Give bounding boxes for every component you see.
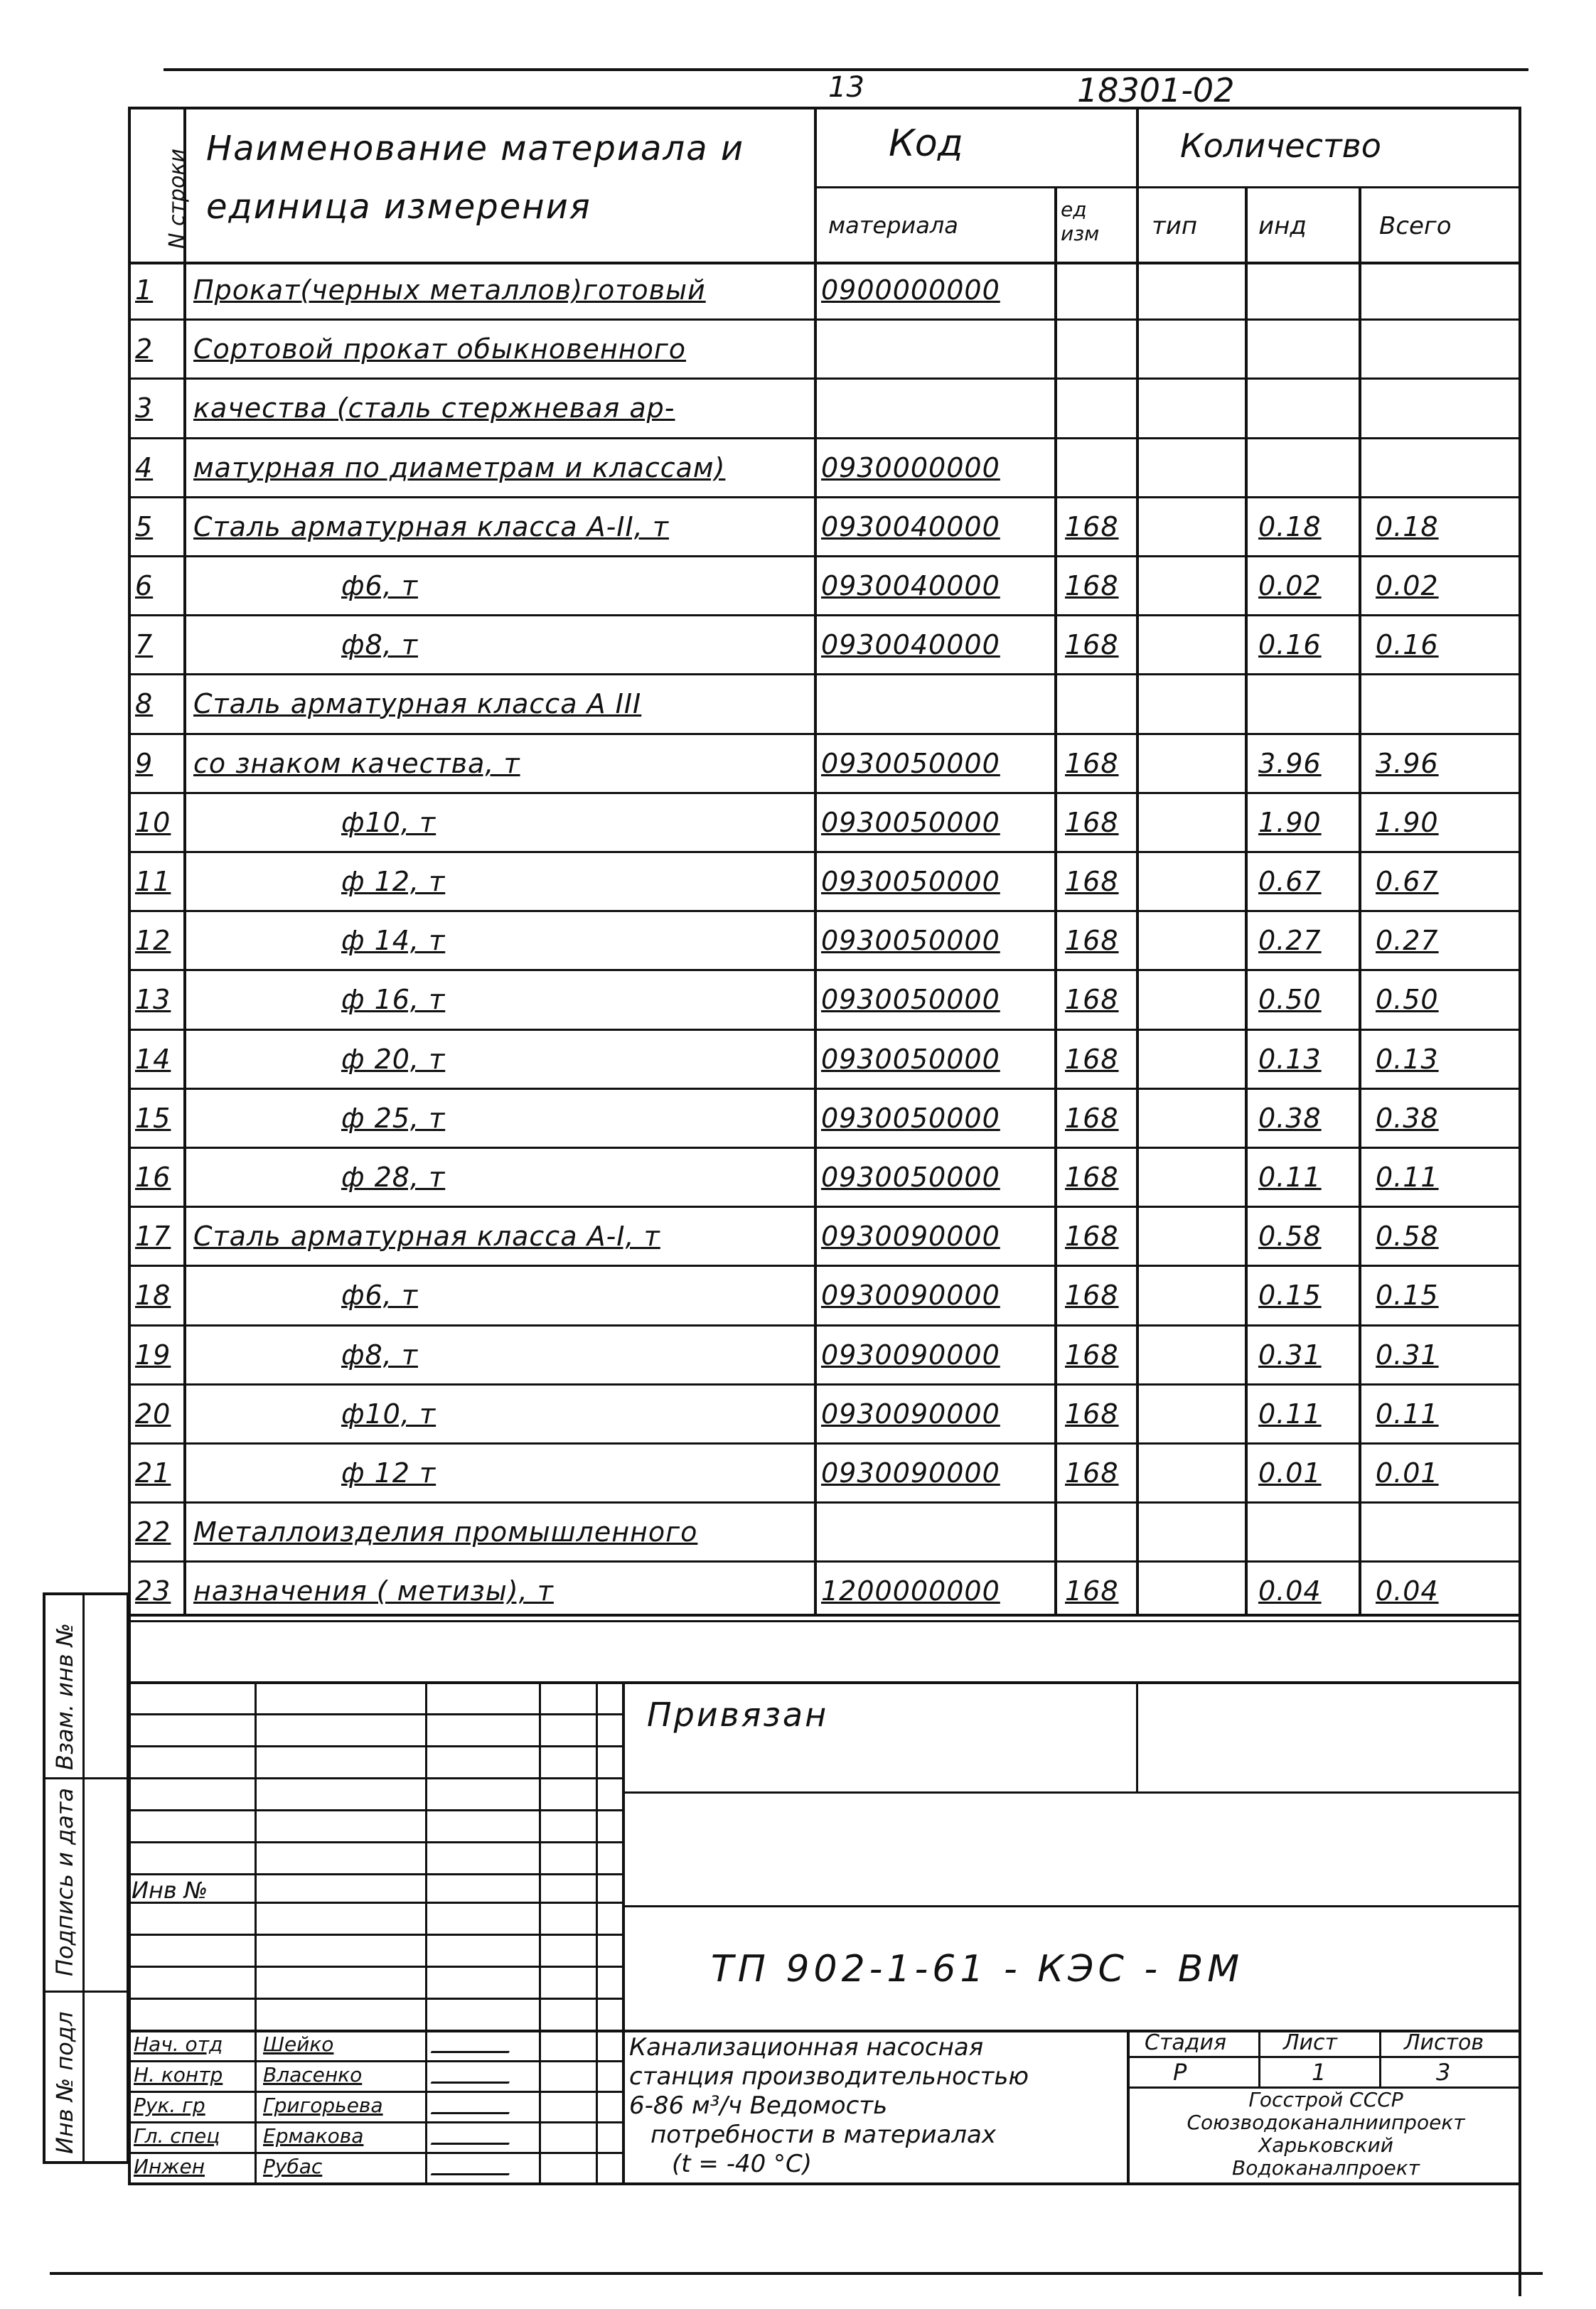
material-code-cell: 0930050000 bbox=[821, 925, 1000, 957]
material-name-cell: ф8, т bbox=[341, 629, 418, 661]
material-name-cell: ф8, т bbox=[341, 1339, 418, 1371]
table-row bbox=[128, 1267, 1521, 1326]
ind-qty-cell: 0.02 bbox=[1258, 570, 1322, 601]
description-line: 6-86 м³/ч Ведомость bbox=[629, 2091, 888, 2120]
row-number-cell: 16 bbox=[135, 1162, 171, 1193]
signature-scribble bbox=[431, 2040, 515, 2053]
table-row bbox=[128, 1208, 1521, 1267]
signature-scribble bbox=[431, 2131, 515, 2145]
unit-code-cell: 168 bbox=[1065, 1280, 1119, 1312]
material-code-cell: 0930050000 bbox=[821, 1162, 1000, 1193]
table-row bbox=[128, 498, 1521, 557]
staff-row bbox=[128, 2030, 622, 2060]
row-number-cell: 6 bbox=[135, 570, 154, 601]
document-code: 18301-02 bbox=[1077, 71, 1235, 109]
total-qty-cell: 0.11 bbox=[1376, 1398, 1439, 1430]
table-row bbox=[128, 557, 1521, 616]
description-line: (t = -40 °С) bbox=[672, 2150, 813, 2178]
material-code-cell: 0900000000 bbox=[821, 274, 1000, 306]
table-row bbox=[128, 262, 1521, 321]
unit-code-cell: 168 bbox=[1065, 570, 1119, 601]
unit-code-cell: 168 bbox=[1065, 1221, 1119, 1253]
page-number: 13 bbox=[828, 71, 864, 104]
ind-qty-cell: 0.11 bbox=[1258, 1398, 1322, 1430]
table-row bbox=[128, 1031, 1521, 1090]
unit-code-cell: 168 bbox=[1065, 806, 1119, 838]
material-code-cell: 0930040000 bbox=[821, 570, 1000, 601]
material-name-cell: Прокат(черных металлов)готовый bbox=[193, 274, 706, 306]
material-name-cell: Сталь арматурная класса А-II, т bbox=[193, 510, 669, 542]
organization-line: Харьковский bbox=[1258, 2133, 1393, 2157]
table-row bbox=[128, 735, 1521, 794]
sheets-value: 3 bbox=[1436, 2059, 1451, 2086]
material-name-cell: со знаком качества, т bbox=[193, 747, 520, 779]
row-number-cell: 20 bbox=[135, 1398, 171, 1430]
total-qty-cell: 0.02 bbox=[1376, 570, 1439, 601]
row-number-cell: 23 bbox=[135, 1575, 171, 1607]
inv-no-label: Инв № bbox=[132, 1877, 208, 1904]
material-name-cell: Сталь арматурная класса А-I, т bbox=[193, 1221, 660, 1253]
ind-qty-cell: 0.11 bbox=[1258, 1162, 1322, 1193]
staff-row bbox=[128, 2152, 622, 2182]
row-number-cell: 19 bbox=[135, 1339, 171, 1371]
col-code-unit-header: ед изм bbox=[1061, 198, 1100, 245]
material-code-cell: 0930090000 bbox=[821, 1339, 1000, 1371]
ind-qty-cell: 0.04 bbox=[1258, 1575, 1322, 1607]
signature-date-label: Подпись и дата bbox=[51, 1787, 78, 1976]
unit-code-cell: 168 bbox=[1065, 1575, 1119, 1607]
table-row bbox=[128, 912, 1521, 971]
total-qty-cell: 0.01 bbox=[1376, 1457, 1439, 1489]
ind-qty-cell: 0.18 bbox=[1258, 510, 1322, 542]
material-name-cell: назначения ( метизы), т bbox=[193, 1575, 554, 1607]
material-code-cell: 1200000000 bbox=[821, 1575, 1000, 1607]
material-name-cell: ф 20, т bbox=[341, 1043, 446, 1075]
unit-code-cell: 168 bbox=[1065, 1339, 1119, 1371]
ind-qty-cell: 1.90 bbox=[1258, 806, 1322, 838]
sheets-label: Листов bbox=[1404, 2030, 1484, 2055]
material-name-cell: ф6, т bbox=[341, 570, 418, 601]
row-number-cell: 11 bbox=[135, 866, 171, 897]
staff-name: Григорьева bbox=[263, 2094, 383, 2117]
material-code-cell: 0930050000 bbox=[821, 806, 1000, 838]
row-number-cell: 5 bbox=[135, 510, 154, 542]
row-number-cell: 12 bbox=[135, 925, 171, 957]
total-qty-cell: 0.67 bbox=[1376, 866, 1439, 897]
staff-row bbox=[128, 2091, 622, 2121]
description-line: Канализационная насосная bbox=[629, 2033, 984, 2062]
table-row bbox=[128, 439, 1521, 498]
organization-line: Госстрой СССР bbox=[1248, 2088, 1403, 2111]
material-code-cell: 0930050000 bbox=[821, 984, 1000, 1016]
total-qty-cell: 0.16 bbox=[1376, 629, 1439, 661]
col-code-material-header: материала bbox=[828, 212, 958, 239]
material-name-cell: ф 16, т bbox=[341, 984, 446, 1016]
ind-qty-cell: 0.13 bbox=[1258, 1043, 1322, 1075]
total-qty-cell: 0.58 bbox=[1376, 1221, 1439, 1253]
sheet-value: 1 bbox=[1312, 2059, 1327, 2086]
table-row bbox=[128, 675, 1521, 734]
description-line: станция производительностью bbox=[629, 2062, 1029, 2091]
ind-qty-cell: 0.31 bbox=[1258, 1339, 1322, 1371]
organization-line: Водоканалпроект bbox=[1232, 2156, 1420, 2180]
ind-qty-cell: 0.15 bbox=[1258, 1280, 1322, 1312]
row-number-cell: 9 bbox=[135, 747, 154, 779]
table-row bbox=[128, 1445, 1521, 1504]
material-name-cell: Сортовой прокат обыкновенного bbox=[193, 333, 687, 365]
sheet-label: Лист bbox=[1283, 2030, 1338, 2055]
staff-row bbox=[128, 2060, 622, 2091]
stage-value: Р bbox=[1173, 2059, 1187, 2086]
unit-code-cell: 168 bbox=[1065, 1398, 1119, 1430]
material-name-cell: ф 28, т bbox=[341, 1162, 446, 1193]
staff-name: Шейко bbox=[263, 2032, 334, 2056]
col-name-header: Наименование материала и единица измерения bbox=[206, 129, 745, 227]
staff-role: Нач. отд bbox=[134, 2032, 223, 2056]
row-number-cell: 17 bbox=[135, 1221, 171, 1253]
material-code-cell: 0930050000 bbox=[821, 1043, 1000, 1075]
material-name-cell: ф6, т bbox=[341, 1280, 418, 1312]
material-name-cell: ф 12 т bbox=[341, 1457, 437, 1489]
unit-code-cell: 168 bbox=[1065, 1162, 1119, 1193]
row-number-cell: 14 bbox=[135, 1043, 171, 1075]
unit-code-cell: 168 bbox=[1065, 1043, 1119, 1075]
col-code-header: Код bbox=[889, 122, 963, 165]
unit-code-cell: 168 bbox=[1065, 984, 1119, 1016]
unit-code-cell: 168 bbox=[1065, 510, 1119, 542]
col-qty-type-header: тип bbox=[1152, 212, 1198, 240]
staff-role: Инжен bbox=[134, 2155, 205, 2178]
material-code-cell: 0930090000 bbox=[821, 1398, 1000, 1430]
left-margin-stamp bbox=[43, 1592, 128, 2161]
row-number-cell: 1 bbox=[135, 274, 154, 306]
replaces-inv-label: Взам. инв № bbox=[51, 1622, 78, 1770]
table-row bbox=[128, 853, 1521, 912]
ind-qty-cell: 0.58 bbox=[1258, 1221, 1322, 1253]
table-row bbox=[128, 321, 1521, 380]
total-qty-cell: 0.18 bbox=[1376, 510, 1439, 542]
total-qty-cell: 0.27 bbox=[1376, 925, 1439, 957]
total-qty-cell: 0.15 bbox=[1376, 1280, 1439, 1312]
table-row bbox=[128, 1504, 1521, 1563]
row-number-cell: 13 bbox=[135, 984, 171, 1016]
total-qty-cell: 0.13 bbox=[1376, 1043, 1439, 1075]
ind-qty-cell: 3.96 bbox=[1258, 747, 1322, 779]
material-name-cell: Металлоизделия промышленного bbox=[193, 1516, 698, 1548]
unit-code-cell: 168 bbox=[1065, 629, 1119, 661]
row-number-cell: 15 bbox=[135, 1102, 171, 1134]
row-number-cell: 22 bbox=[135, 1516, 171, 1548]
total-qty-cell: 3.96 bbox=[1376, 747, 1439, 779]
material-name-cell: Сталь арматурная класса А III bbox=[193, 688, 642, 720]
ind-qty-cell: 0.27 bbox=[1258, 925, 1322, 957]
material-code-cell: 0930050000 bbox=[821, 866, 1000, 897]
unit-code-cell: 168 bbox=[1065, 866, 1119, 897]
material-name-cell: качества (сталь стержневая ар- bbox=[193, 392, 675, 424]
table-row bbox=[128, 1386, 1521, 1445]
organization-line: Союзводоканалниипроект bbox=[1187, 2111, 1465, 2134]
privyazan-label: Привязан bbox=[647, 1695, 829, 1734]
table-row bbox=[128, 794, 1521, 853]
row-number-cell: 3 bbox=[135, 392, 154, 424]
staff-role: Гл. спец bbox=[134, 2124, 220, 2148]
row-number-cell: 21 bbox=[135, 1457, 171, 1489]
staff-row bbox=[128, 2121, 622, 2152]
col-quantity-header: Количество bbox=[1180, 127, 1381, 165]
unit-code-cell: 168 bbox=[1065, 747, 1119, 779]
staff-name: Власенко bbox=[263, 2063, 363, 2086]
table-row bbox=[128, 380, 1521, 439]
ind-qty-cell: 0.16 bbox=[1258, 629, 1322, 661]
organization bbox=[1134, 2089, 1518, 2180]
material-code-cell: 0930090000 bbox=[821, 1457, 1000, 1489]
col-row-no-header: N строки bbox=[165, 149, 190, 249]
row-number-cell: 8 bbox=[135, 688, 154, 720]
total-qty-cell: 0.38 bbox=[1376, 1102, 1439, 1134]
material-code-cell: 0930040000 bbox=[821, 629, 1000, 661]
material-name-cell: ф 14, т bbox=[341, 925, 446, 957]
material-name-cell: ф10, т bbox=[341, 1398, 437, 1430]
col-qty-total-header: Всего bbox=[1379, 212, 1452, 240]
row-number-cell: 2 bbox=[135, 333, 154, 365]
materials-table bbox=[128, 107, 1521, 1607]
material-name-cell: ф10, т bbox=[341, 806, 437, 838]
total-qty-cell: 1.90 bbox=[1376, 806, 1439, 838]
bottom-rule bbox=[50, 2272, 1543, 2275]
row-number-cell: 7 bbox=[135, 629, 154, 661]
total-qty-cell: 0.11 bbox=[1376, 1162, 1439, 1193]
title-block bbox=[128, 1614, 1521, 2182]
unit-code-cell: 168 bbox=[1065, 925, 1119, 957]
inv-no-orig-label: Инв № подл bbox=[51, 2011, 78, 2154]
table-row bbox=[128, 1090, 1521, 1149]
material-code-cell: 0930000000 bbox=[821, 451, 1000, 483]
unit-code-cell: 168 bbox=[1065, 1102, 1119, 1134]
material-name-cell: ф 25, т bbox=[341, 1102, 446, 1134]
row-number-cell: 10 bbox=[135, 806, 171, 838]
unit-code-cell: 168 bbox=[1065, 1457, 1119, 1489]
stage-label: Стадия bbox=[1145, 2030, 1227, 2055]
table-row bbox=[128, 1149, 1521, 1208]
col-qty-ind-header: инд bbox=[1258, 212, 1307, 240]
staff-name: Рубас bbox=[263, 2155, 323, 2178]
signature-scribble bbox=[431, 2101, 515, 2114]
designation: ТП 902-1-61 - КЭС - ВМ bbox=[711, 1948, 1244, 1991]
table-row bbox=[128, 971, 1521, 1030]
total-qty-cell: 0.50 bbox=[1376, 984, 1439, 1016]
table-row bbox=[128, 1327, 1521, 1386]
ind-qty-cell: 0.50 bbox=[1258, 984, 1322, 1016]
material-name-cell: матурная по диаметрам и классам) bbox=[193, 451, 726, 483]
document-description bbox=[629, 2033, 1120, 2179]
description-line: потребности в материалах bbox=[650, 2121, 996, 2149]
ind-qty-cell: 0.67 bbox=[1258, 866, 1322, 897]
material-code-cell: 0930050000 bbox=[821, 747, 1000, 779]
material-code-cell: 0930090000 bbox=[821, 1280, 1000, 1312]
staff-role: Рук. гр bbox=[134, 2094, 205, 2117]
row-number-cell: 18 bbox=[135, 1280, 171, 1312]
staff-role: Н. контр bbox=[134, 2063, 223, 2086]
staff-name: Ермакова bbox=[263, 2124, 364, 2148]
total-qty-cell: 0.31 bbox=[1376, 1339, 1439, 1371]
signature-scribble bbox=[431, 2070, 515, 2084]
material-name-cell: ф 12, т bbox=[341, 866, 446, 897]
material-code-cell: 0930050000 bbox=[821, 1102, 1000, 1134]
material-code-cell: 0930090000 bbox=[821, 1221, 1000, 1253]
ind-qty-cell: 0.01 bbox=[1258, 1457, 1322, 1489]
table-row bbox=[128, 616, 1521, 675]
material-code-cell: 0930040000 bbox=[821, 510, 1000, 542]
row-number-cell: 4 bbox=[135, 451, 154, 483]
total-qty-cell: 0.04 bbox=[1376, 1575, 1439, 1607]
ind-qty-cell: 0.38 bbox=[1258, 1102, 1322, 1134]
signature-scribble bbox=[431, 2162, 515, 2175]
